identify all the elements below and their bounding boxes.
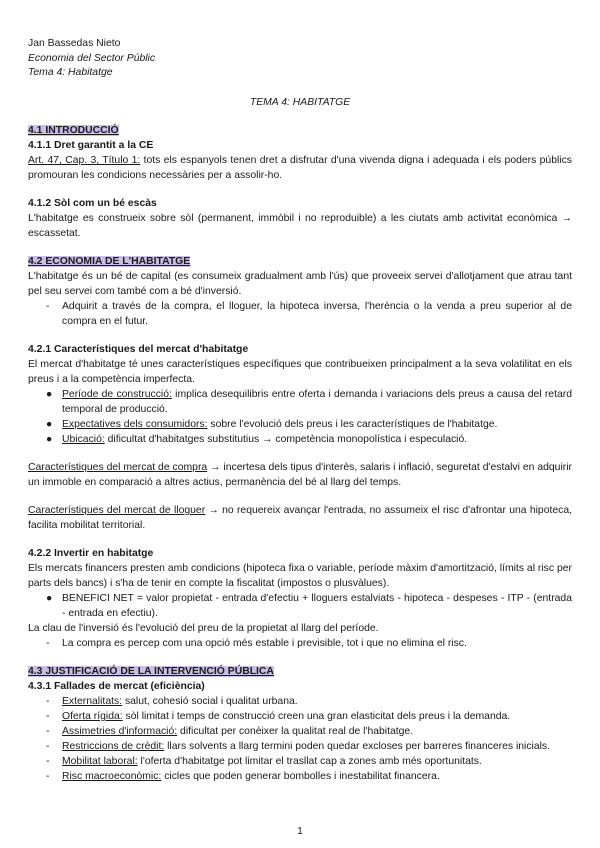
document-header bbox=[28, 37, 155, 81]
list-4-3-1 bbox=[28, 694, 572, 784]
list-item: - Assimetries d'informació: dificultat per conèixer la qualitat real de l'habitatge. bbox=[46, 726, 414, 737]
section-heading-4-3: 4.3 JUSTIFICACIÓ DE LA INTERVENCIÓ PÚBLICA bbox=[28, 666, 274, 677]
paragraph-4-2-2: Els mercats financers presten amb condicions (hipoteca fixa o variable, període màxim d'amortització, límits al risc per parts dels bancs) i s'ha de tenir en compte la fiscalitat (impostos o plusvàlues). bbox=[28, 563, 572, 589]
section-heading-4-1: 4.1 INTRODUCCIÓ bbox=[28, 125, 119, 136]
list-4-2-1 bbox=[28, 387, 572, 447]
paragraph-4-2-1: El mercat d'habitatge té unes característiques específiques que contribueixen principalment a la seva volatilitat en els preus i a la competència imperfecta. bbox=[28, 359, 572, 385]
list-item: ● BENEFICI NET = valor propietat - entrada d'efectiu + lloguers estalviats - hipoteca - despeses - ITP - (entrada - entrada en efectiu). bbox=[46, 593, 572, 619]
list-item: - Oferta rígida: sòl limitat i temps de construcció creen una gran elasticitat dels preus i la demanda. bbox=[46, 711, 511, 722]
course-name: Economia del Sector Públic bbox=[28, 52, 156, 64]
paragraph-4-2-2-key: La clau de l'inversió és l'evolució del preu de la propietat al llarg del període. bbox=[28, 623, 379, 634]
section-heading-4-2: 4.2 ECONOMIA DE L'HABITATGE bbox=[28, 256, 191, 267]
paragraph-lloguer: Característiques del mercat de lloguer → no requereix avançar l'entrada, no assumeix el risc d'afrontar una hipoteca, facilita mobilitat territorial. bbox=[28, 505, 572, 531]
subsection-heading-4-1-1: 4.1.1 Dret garantit a la CE bbox=[28, 140, 154, 151]
subsection-heading-4-2-2: 4.2.2 Invertir en habitatge bbox=[28, 548, 154, 559]
list-4-2-intro bbox=[28, 299, 572, 329]
document-title: TEMA 4: HABITATGE bbox=[249, 97, 351, 108]
topic-name: Tema 4: Habitatge bbox=[28, 67, 113, 78]
paragraph-4-1-1: Art. 47, Cap. 3, Título 1: tots els espanyols tenen dret a disfrutar d'una vivenda digna i adequada i els poders públics promouran les condicions necessàries per a assolir-ho. bbox=[28, 155, 572, 181]
author-name: Jan Bassedas Nieto bbox=[28, 38, 121, 49]
law-reference: Art. 47, Cap. 3, Título 1: bbox=[28, 155, 141, 166]
page-number: 1 bbox=[297, 826, 303, 837]
list-item: - Adquirit a través de la compra, el lloguer, la hipoteca inversa, l'herència o la venda a preu superior al de compra en el futur. bbox=[46, 301, 572, 327]
subsection-heading-4-2-1: 4.2.1 Característiques del mercat d'habitatge bbox=[28, 344, 249, 355]
list-item: - Mobilitat laboral: l'oferta d'habitatge pot limitar el trasllat cap a zones amb més oportunitats. bbox=[46, 756, 482, 767]
list-4-2-2 bbox=[28, 591, 572, 621]
list-item: - Restriccions de crèdit: llars solvents a llarg termini poden quedar excloses per barreres financeres inicials. bbox=[46, 741, 551, 752]
document-body bbox=[28, 123, 572, 784]
paragraph-4-1-2: L'habitatge es construeix sobre sòl (permanent, immòbil i no reproduible) a les ciutats amb activitat econòmica → escassetat. bbox=[28, 213, 572, 239]
paragraph-compra: Característiques del mercat de compra → incertesa dels tipus d'interès, salaris i inflació, seguretat d'estalvi en adquirir un immoble en comparació a altres actius, permanència del bé al llarg del temps. bbox=[28, 462, 572, 488]
list-item: - La compra es percep com una opció més estable i previsible, tot i que no elimina el risc. bbox=[46, 638, 467, 649]
list-item: ● Període de construcció: implica desequilibris entre oferta i demanda i variacions dels preus a causa del retard temporal de producció. bbox=[46, 389, 572, 415]
subsection-heading-4-1-2: 4.1.2 Sòl com un bé escàs bbox=[28, 198, 157, 209]
paragraph-4-2-intro: L'habitatge és un bé de capital (es consumeix gradualment amb l'ús) que proveeix servei d'allotjament que atrau tant pel seu servei com també com a bé d'inversió. bbox=[28, 271, 572, 297]
list-item: ● Ubicació: dificultat d'habitatges substitutius → competència monopolística i especulació. bbox=[46, 434, 468, 445]
subsection-heading-4-3-1: 4.3.1 Fallades de mercat (eficiència) bbox=[28, 681, 205, 692]
list-item: - Risc macroeconòmic: cicles que poden generar bombolles i inestabilitat financera. bbox=[46, 771, 440, 782]
list-4-2-2-key bbox=[28, 636, 572, 651]
list-item: - Externalitats: salut, cohesió social i qualitat urbana. bbox=[46, 696, 298, 707]
list-item: ● Expectatives dels consumidors: sobre l'evolució dels preus i les característiques de l'habitatge. bbox=[46, 419, 498, 430]
